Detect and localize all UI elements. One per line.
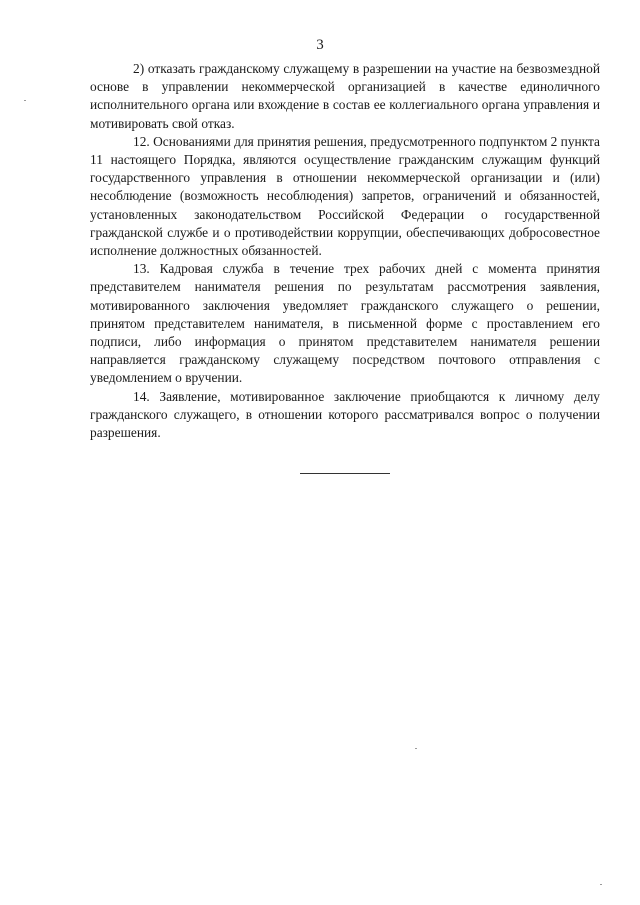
page-number: 3	[316, 37, 324, 53]
paragraph-12: 12. Основаниями для принятия решения, предусмотренного подпунктом 2 пункта 11 настоящего Порядка, являются осуществление гражданским служащим функций государственного управления в отношении некоммерческой организации и (или) несоблюдение (возможность несоблюдения) запретов, ограничений и обязанностей, установленных законодательством Российской Федерации о государственной гражданской службе и о противодействии коррупции, обеспечивающих добросовестное исполнение должностных обязанностей.	[90, 133, 600, 259]
paragraph-item-2: 2) отказать гражданскому служащему в разрешении на участие на безвозмездной основе в управлении некоммерческой организацией в качестве единоличного исполнительного органа или вхождение в состав ее коллегиального органа управления и мотивировать свой отказ.	[90, 61, 600, 131]
scan-speck	[600, 884, 602, 885]
paragraph-14: 14. Заявление, мотивированное заключение приобщаются к личному делу гражданского служащего, в отношении которого рассматривался вопрос о получении разрешения.	[90, 388, 600, 441]
paragraph-13: 13. Кадровая служба в течение трех рабочих дней с момента принятия представителем нанимателя решения по результатам рассмотрения заявления, мотивированного заключения уведомляет гражданского служащего о решении, принятом представителем нанимателя, в письменной форме с проставлением его подписи, либо информация о принятом представителем нанимателя решении направляется гражданскому служащему посредством почтового отправления с уведомлением о вручении.	[90, 261, 600, 386]
scan-speck	[415, 748, 417, 749]
document-body	[90, 60, 600, 442]
closing-separator-line	[300, 473, 390, 474]
scan-speck	[24, 100, 26, 101]
